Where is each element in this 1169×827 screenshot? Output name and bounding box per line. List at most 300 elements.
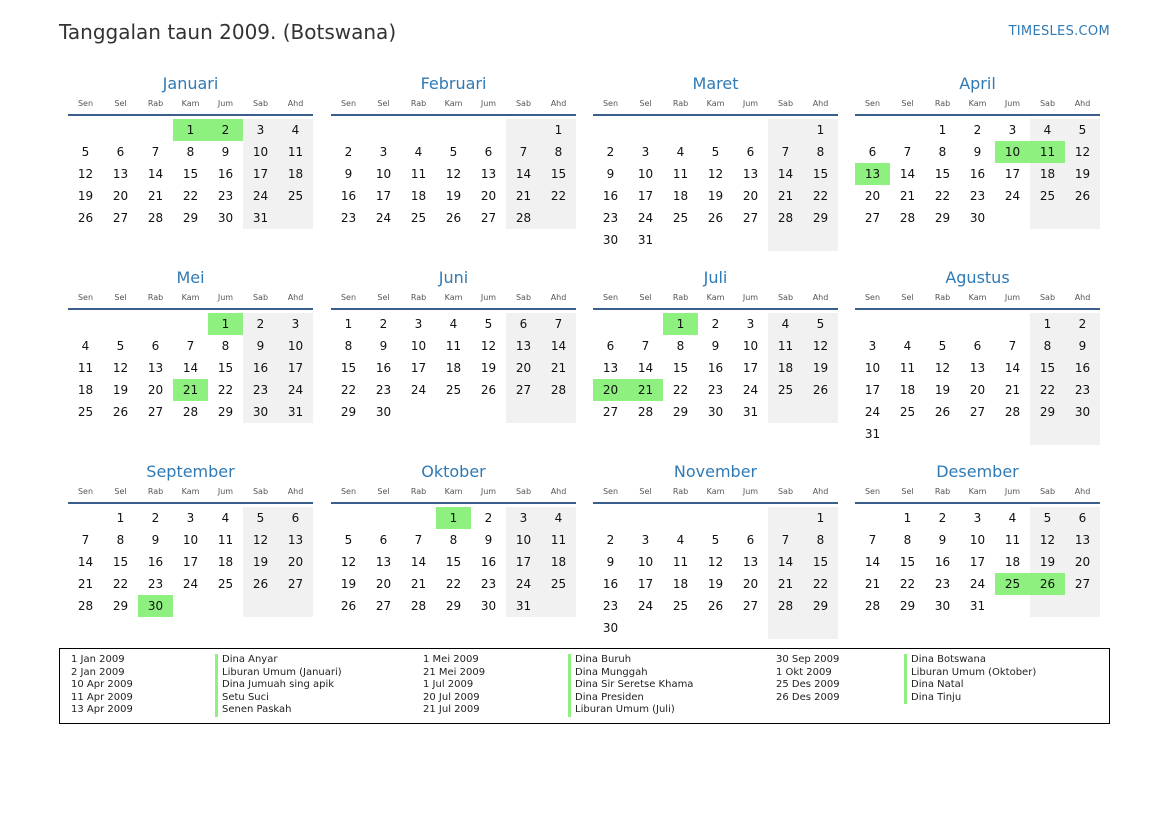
day-cell: 11	[217, 533, 234, 547]
day-cell: 10	[182, 533, 199, 547]
day-cell: 4	[81, 339, 90, 353]
day-cell: 25	[768, 379, 803, 401]
day-cell: 10	[637, 167, 654, 181]
day-cell: 21	[1004, 383, 1021, 397]
day-cell: 5	[711, 145, 720, 159]
holiday-dates-col-1	[71, 654, 133, 717]
day-cell: 15	[182, 167, 199, 181]
weekday-label: Ahd	[812, 293, 829, 302]
day-grid	[855, 507, 1100, 617]
weekday-label: Sen	[602, 99, 619, 108]
day-cell: 26	[445, 211, 462, 225]
day-cell: 18	[1030, 163, 1065, 185]
empty-day-cell	[733, 507, 768, 529]
day-cell: 25	[672, 599, 689, 613]
day-cell: 12	[707, 167, 724, 181]
weekday-label: Sel	[377, 487, 390, 496]
holiday-names-col-2	[568, 654, 693, 717]
weekday-label: Sab	[515, 487, 532, 496]
weekday-label: Kam	[968, 487, 987, 496]
day-cell: 11	[1004, 533, 1021, 547]
weekday-label: Sen	[77, 99, 94, 108]
day-cell: 22	[340, 383, 357, 397]
day-cell: 23	[480, 577, 497, 591]
weekday-label: Sel	[901, 487, 914, 496]
day-cell: 3	[746, 317, 755, 331]
day-cell: 3	[186, 511, 195, 525]
weekday-label: Sen	[602, 487, 619, 496]
empty-day-cell	[401, 401, 436, 423]
day-cell: 17	[969, 555, 986, 569]
day-cell: 13	[506, 335, 541, 357]
day-cell: 18	[541, 551, 576, 573]
day-cell: 16	[340, 189, 357, 203]
day-cell: 18	[768, 357, 803, 379]
day-cell: 5	[484, 317, 493, 331]
day-cell: 28	[864, 599, 881, 613]
day-cell: 11	[768, 335, 803, 357]
day-cell: 2	[973, 123, 982, 137]
day-cell: 19	[707, 577, 724, 591]
empty-day-cell	[1030, 207, 1065, 229]
weekday-label: Sab	[777, 293, 794, 302]
day-cell: 8	[344, 339, 353, 353]
day-cell: 31	[278, 401, 313, 423]
day-cell: 13	[1065, 529, 1100, 551]
month-name: Juli	[703, 268, 728, 287]
day-grid	[331, 119, 576, 229]
day-cell: 5	[938, 339, 947, 353]
weekday-label: Rab	[672, 99, 689, 108]
day-cell: 14	[899, 167, 916, 181]
empty-day-cell	[663, 119, 698, 141]
day-cell: 17	[375, 189, 392, 203]
day-cell: 27	[480, 211, 497, 225]
day-cell: 26	[243, 573, 278, 595]
day-cell: 10	[506, 529, 541, 551]
day-cell: 30	[969, 211, 986, 225]
holiday-name: Setu Suci	[215, 692, 342, 705]
empty-day-cell	[803, 401, 838, 423]
day-cell: 8	[541, 141, 576, 163]
empty-day-cell	[593, 507, 628, 529]
weekday-label: Rab	[410, 99, 427, 108]
day-cell: 5	[449, 145, 458, 159]
weekday-label: Jum	[480, 99, 497, 108]
weekday-label: Rab	[934, 487, 951, 496]
day-cell: 16	[147, 555, 164, 569]
day-cell: 10	[375, 167, 392, 181]
day-cell: 10	[969, 533, 986, 547]
weekday-label: Jum	[217, 293, 234, 302]
day-cell: 15	[445, 555, 462, 569]
day-cell: 13	[602, 361, 619, 375]
day-cell: 28	[506, 207, 541, 229]
weekday-label: Sen	[340, 99, 357, 108]
day-cell: 24	[243, 185, 278, 207]
month-april	[855, 73, 1100, 229]
day-cell: 26	[707, 211, 724, 225]
day-cell: 7	[868, 533, 877, 547]
weekday-header	[331, 291, 576, 310]
holiday-name: Liburan Umum (Juli)	[568, 704, 693, 717]
day-cell: 2	[606, 533, 615, 547]
day-cell: 20	[147, 383, 164, 397]
day-cell: 10	[278, 335, 313, 357]
day-cell: 14	[147, 167, 164, 181]
empty-day-cell	[138, 313, 173, 335]
day-cell: 18	[672, 577, 689, 591]
day-cell: 13	[147, 361, 164, 375]
day-cell: 7	[186, 339, 195, 353]
day-cell: 6	[379, 533, 388, 547]
day-cell: 3	[414, 317, 423, 331]
day-cell: 3	[973, 511, 982, 525]
day-cell: 21	[628, 379, 663, 401]
day-cell: 27	[864, 211, 881, 225]
weekday-label: Sen	[77, 293, 94, 302]
day-cell: 9	[151, 533, 160, 547]
weekday-label: Jum	[1004, 99, 1021, 108]
weekday-label: Kam	[444, 99, 463, 108]
weekday-label: Sen	[602, 293, 619, 302]
empty-day-cell	[331, 507, 366, 529]
day-cell: 29	[112, 599, 129, 613]
day-cell: 11	[672, 167, 689, 181]
weekday-label: Jum	[1004, 293, 1021, 302]
holiday-list	[59, 648, 1110, 724]
holiday-name: Liburan Umum (Oktober)	[904, 667, 1036, 680]
empty-day-cell	[1065, 595, 1100, 617]
day-cell: 28	[768, 207, 803, 229]
day-cell: 16	[217, 167, 234, 181]
weekday-label: Rab	[934, 99, 951, 108]
month-name: Februari	[420, 74, 487, 93]
empty-day-cell	[103, 313, 138, 335]
empty-day-cell	[366, 119, 401, 141]
day-cell: 18	[899, 383, 916, 397]
day-cell: 23	[1065, 379, 1100, 401]
day-cell: 30	[217, 211, 234, 225]
day-cell: 14	[506, 163, 541, 185]
day-cell: 3	[868, 339, 877, 353]
empty-day-cell	[995, 313, 1030, 335]
day-cell: 9	[606, 167, 615, 181]
day-cell: 13	[112, 167, 129, 181]
weekday-label: Sen	[864, 487, 881, 496]
holiday-name: Dina Presiden	[568, 692, 693, 705]
day-cell: 23	[602, 599, 619, 613]
day-cell: 19	[243, 551, 278, 573]
day-cell: 19	[445, 189, 462, 203]
day-cell: 28	[1004, 405, 1021, 419]
day-cell: 5	[243, 507, 278, 529]
empty-day-cell	[663, 507, 698, 529]
day-cell: 6	[746, 533, 755, 547]
day-cell: 20	[742, 189, 759, 203]
day-grid	[593, 119, 838, 251]
weekday-label: Sen	[340, 293, 357, 302]
day-cell: 19	[1030, 551, 1065, 573]
day-cell: 7	[541, 313, 576, 335]
day-grid	[68, 119, 313, 229]
day-cell: 10	[410, 339, 427, 353]
day-cell: 4	[221, 511, 230, 525]
holiday-date: 25 Des 2009	[776, 679, 840, 691]
day-cell: 3	[641, 533, 650, 547]
weekday-label: Ahd	[550, 293, 567, 302]
day-cell: 20	[480, 189, 497, 203]
day-cell: 31	[742, 405, 759, 419]
day-cell: 16	[243, 357, 278, 379]
day-cell: 9	[379, 339, 388, 353]
day-cell: 14	[77, 555, 94, 569]
month-name: September	[146, 462, 235, 481]
day-cell: 14	[864, 555, 881, 569]
day-cell: 24	[637, 599, 654, 613]
day-cell: 30	[602, 621, 619, 635]
day-cell: 15	[672, 361, 689, 375]
weekday-label: Sel	[639, 293, 652, 302]
month-name: Agustus	[945, 268, 1010, 287]
weekday-label: Kam	[181, 487, 200, 496]
empty-day-cell	[925, 423, 960, 445]
day-cell: 9	[344, 167, 353, 181]
day-cell: 6	[484, 145, 493, 159]
day-cell: 16	[1065, 357, 1100, 379]
holiday-name: Liburan Umum (Januari)	[215, 667, 342, 680]
day-cell: 20	[864, 189, 881, 203]
day-grid	[593, 507, 838, 639]
day-cell: 27	[506, 379, 541, 401]
empty-day-cell	[68, 507, 103, 529]
day-cell: 20	[506, 357, 541, 379]
day-grid	[331, 313, 576, 423]
day-cell: 26	[340, 599, 357, 613]
day-cell: 27	[969, 405, 986, 419]
holiday-names-col-1	[215, 654, 342, 717]
day-cell: 12	[707, 555, 724, 569]
day-cell: 7	[903, 145, 912, 159]
day-cell: 23	[969, 189, 986, 203]
day-cell: 15	[1030, 357, 1065, 379]
day-cell: 12	[1065, 141, 1100, 163]
day-cell: 6	[116, 145, 125, 159]
day-cell: 21	[768, 573, 803, 595]
weekday-header	[68, 291, 313, 310]
holiday-name: Senen Paskah	[215, 704, 342, 717]
empty-day-cell	[278, 595, 313, 617]
empty-day-cell	[68, 119, 103, 141]
day-cell: 25	[995, 573, 1030, 595]
empty-day-cell	[471, 401, 506, 423]
weekday-label: Sab	[1039, 99, 1056, 108]
day-cell: 22	[672, 383, 689, 397]
weekday-label: Sel	[639, 487, 652, 496]
weekday-label: Sen	[864, 293, 881, 302]
weekday-label: Ahd	[287, 293, 304, 302]
day-cell: 2	[208, 119, 243, 141]
day-cell: 24	[742, 383, 759, 397]
day-cell: 22	[445, 577, 462, 591]
day-cell: 5	[1065, 119, 1100, 141]
month-oktober	[331, 461, 576, 617]
weekday-header	[593, 291, 838, 310]
day-cell: 29	[934, 211, 951, 225]
weekday-label: Jum	[742, 487, 759, 496]
weekday-label: Sab	[777, 487, 794, 496]
empty-day-cell	[803, 229, 838, 251]
day-cell: 7	[81, 533, 90, 547]
weekday-label: Ahd	[287, 487, 304, 496]
holiday-dates-col-2	[423, 654, 485, 717]
day-cell: 20	[969, 383, 986, 397]
holiday-date: 20 Jul 2009	[423, 691, 480, 703]
holiday-name: Dina Buruh	[568, 654, 693, 667]
day-cell: 17	[637, 189, 654, 203]
empty-day-cell	[925, 313, 960, 335]
empty-day-cell	[173, 313, 208, 335]
weekday-label: Ahd	[1074, 487, 1091, 496]
day-cell: 12	[340, 555, 357, 569]
day-cell: 22	[112, 577, 129, 591]
day-cell: 6	[868, 145, 877, 159]
day-cell: 29	[182, 211, 199, 225]
day-cell: 2	[344, 145, 353, 159]
empty-day-cell	[1065, 207, 1100, 229]
weekday-label: Sab	[252, 487, 269, 496]
weekday-label: Kam	[181, 99, 200, 108]
empty-day-cell	[960, 313, 995, 335]
day-cell: 12	[445, 167, 462, 181]
weekday-header	[855, 485, 1100, 504]
day-cell: 25	[445, 383, 462, 397]
day-cell: 20	[593, 379, 628, 401]
day-cell: 15	[217, 361, 234, 375]
empty-day-cell	[541, 595, 576, 617]
day-cell: 8	[116, 533, 125, 547]
day-cell: 27	[112, 211, 129, 225]
day-cell: 12	[480, 339, 497, 353]
day-cell: 1	[436, 507, 471, 529]
holiday-name: Dina Anyar	[215, 654, 342, 667]
day-cell: 1	[803, 507, 838, 529]
empty-day-cell	[855, 507, 890, 529]
holiday-date: 26 Des 2009	[776, 691, 840, 703]
weekday-label: Kam	[706, 293, 725, 302]
day-cell: 27	[1065, 573, 1100, 595]
day-cell: 22	[803, 185, 838, 207]
day-cell: 15	[541, 163, 576, 185]
day-cell: 26	[112, 405, 129, 419]
month-name: Oktober	[421, 462, 486, 481]
empty-day-cell	[331, 119, 366, 141]
weekday-label: Sel	[377, 99, 390, 108]
holiday-date: 1 Mei 2009	[423, 654, 479, 665]
day-cell: 8	[1030, 335, 1065, 357]
weekday-label: Jum	[217, 99, 234, 108]
holiday-date: 2 Jan 2009	[71, 666, 125, 678]
weekday-header	[68, 485, 313, 504]
day-cell: 24	[182, 577, 199, 591]
day-cell: 20	[1065, 551, 1100, 573]
day-cell: 24	[506, 573, 541, 595]
weekday-label: Kam	[706, 99, 725, 108]
day-cell: 7	[768, 529, 803, 551]
weekday-label: Ahd	[812, 99, 829, 108]
holiday-date: 13 Apr 2009	[71, 704, 133, 716]
day-cell: 6	[1065, 507, 1100, 529]
brand-link[interactable]: TIMESLES.COM	[1008, 24, 1110, 39]
day-cell: 24	[637, 211, 654, 225]
day-cell: 24	[864, 405, 881, 419]
day-cell: 5	[711, 533, 720, 547]
day-cell: 16	[707, 361, 724, 375]
day-cell: 30	[138, 595, 173, 617]
day-cell: 23	[602, 211, 619, 225]
weekday-label: Sab	[1039, 487, 1056, 496]
day-cell: 12	[77, 167, 94, 181]
day-cell: 5	[344, 533, 353, 547]
day-cell: 28	[147, 211, 164, 225]
day-cell: 9	[711, 339, 720, 353]
day-cell: 29	[803, 207, 838, 229]
holiday-name: Dina Tinju	[904, 692, 1036, 705]
day-cell: 22	[1030, 379, 1065, 401]
weekday-label: Ahd	[1074, 99, 1091, 108]
holiday-name: Dina Sir Seretse Khama	[568, 679, 693, 692]
day-cell: 13	[278, 529, 313, 551]
day-cell: 30	[602, 233, 619, 247]
day-cell: 22	[541, 185, 576, 207]
day-cell: 30	[243, 401, 278, 423]
day-cell: 13	[742, 167, 759, 181]
day-cell: 13	[375, 555, 392, 569]
empty-day-cell	[593, 119, 628, 141]
day-cell: 17	[1004, 167, 1021, 181]
empty-day-cell	[401, 119, 436, 141]
empty-day-cell	[243, 595, 278, 617]
day-cell: 25	[278, 185, 313, 207]
day-cell: 19	[480, 361, 497, 375]
holiday-date: 11 Apr 2009	[71, 691, 133, 703]
day-cell: 5	[1030, 507, 1065, 529]
day-cell: 24	[278, 379, 313, 401]
holiday-date: 10 Apr 2009	[71, 679, 133, 691]
day-cell: 3	[379, 145, 388, 159]
day-cell: 27	[278, 573, 313, 595]
day-cell: 26	[1065, 185, 1100, 207]
day-cell: 27	[375, 599, 392, 613]
day-cell: 8	[938, 145, 947, 159]
day-cell: 22	[899, 577, 916, 591]
holiday-dates-col-3	[776, 654, 840, 704]
day-cell: 23	[707, 383, 724, 397]
day-cell: 1	[173, 119, 208, 141]
day-cell: 28	[768, 595, 803, 617]
day-cell: 31	[864, 427, 881, 441]
day-cell: 11	[445, 339, 462, 353]
day-cell: 19	[803, 357, 838, 379]
day-cell: 8	[803, 141, 838, 163]
empty-day-cell	[1065, 423, 1100, 445]
weekday-label: Kam	[706, 487, 725, 496]
day-cell: 14	[182, 361, 199, 375]
day-cell: 16	[480, 555, 497, 569]
holiday-name: Dina Jumuah sing apik	[215, 679, 342, 692]
day-cell: 23	[340, 211, 357, 225]
day-cell: 1	[208, 313, 243, 335]
